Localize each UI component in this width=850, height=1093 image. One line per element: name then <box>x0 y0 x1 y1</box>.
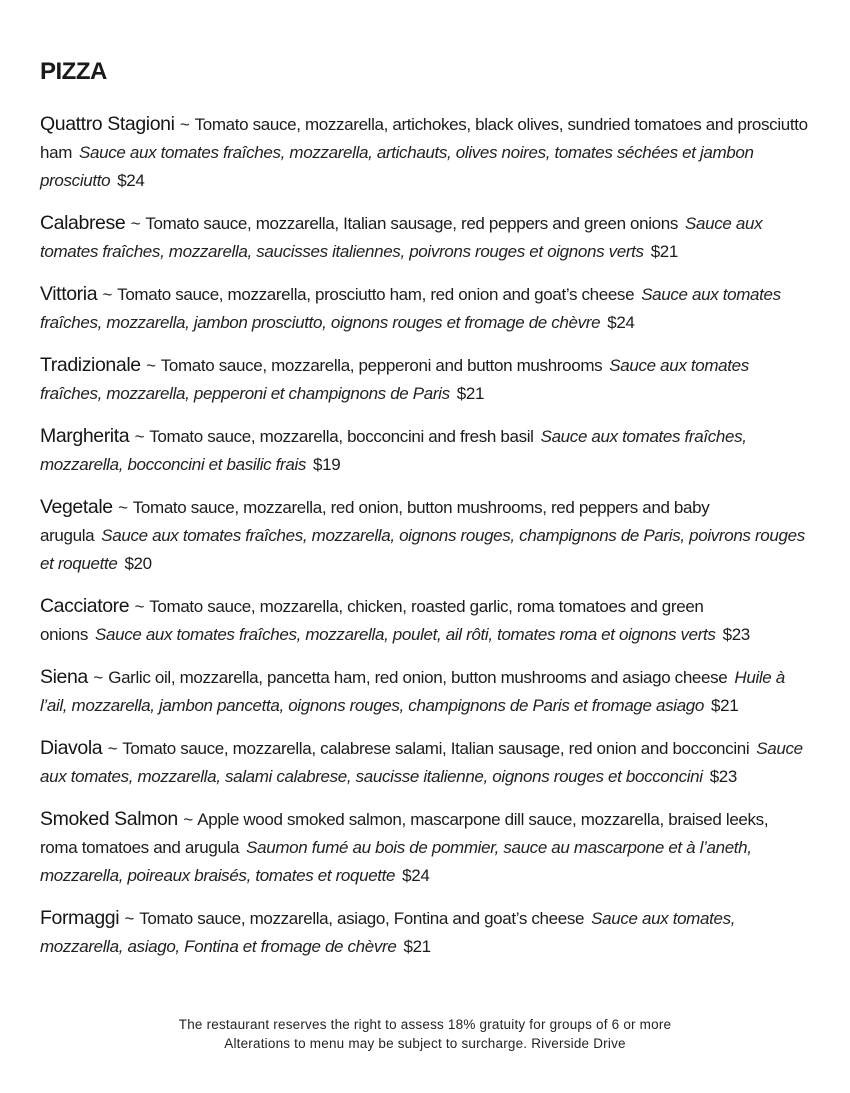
item-separator: ~ <box>93 668 103 687</box>
footer <box>0 1015 850 1053</box>
menu-item <box>40 493 808 578</box>
item-price: $21 <box>456 384 485 403</box>
item-name: Calabrese <box>40 212 126 234</box>
item-separator: ~ <box>130 214 141 233</box>
item-name: Margherita <box>40 425 130 447</box>
item-price: $23 <box>709 767 738 786</box>
item-price: $21 <box>403 937 431 956</box>
item-description-en: Tomato sauce, mozzarella, prosciutto ham, red onion and goat’s cheese <box>117 285 635 304</box>
item-description-en: Tomato sauce, mozzarella, calabrese salami, Italian sausage, red onion and bocconcini <box>122 739 750 758</box>
item-description-fr: Sauce aux tomates fraîches, mozzarella, oignons rouges, champignons de Paris, poivrons rouges et roquette <box>40 526 805 573</box>
item-description-en: Tomato sauce, mozzarella, artichokes, black olives, sundried tomatoes and prosciutto ham <box>40 115 808 162</box>
item-separator: ~ <box>102 285 113 304</box>
item-description-fr: Sauce aux tomates, mozzarella, asiago, Fontina et fromage de chèvre <box>40 909 736 956</box>
item-price: $24 <box>117 171 145 190</box>
item-description-fr: Saumon fumé au bois de pommier, sauce au mascarpone et à l’aneth, mozzarella, poireaux braisés, tomates et roquette <box>40 838 752 885</box>
item-description-en: Tomato sauce, mozzarella, bocconcini and fresh basil <box>149 427 534 446</box>
item-separator: ~ <box>124 909 135 928</box>
item-price: $24 <box>402 866 430 885</box>
item-description-fr: Sauce aux tomates fraîches, mozzarella, jambon prosciutto, oignons rouges et fromage de chèvre <box>40 285 781 332</box>
item-description-fr: Sauce aux tomates, mozzarella, salami calabrese, saucisse italienne, oignons rouges et bocconcini <box>40 739 803 786</box>
item-name: Tradizionale <box>40 354 141 376</box>
item-description-fr: Sauce aux tomates fraîches, mozzarella, bocconcini et basilic frais <box>40 427 747 474</box>
item-description-fr: Sauce aux tomates fraîches, mozzarella, artichauts, olives noires, tomates séchées et jambon prosciutto <box>40 143 754 190</box>
item-price: $21 <box>711 696 739 715</box>
menu-item <box>40 734 808 791</box>
item-description-en: Tomato sauce, mozzarella, pepperoni and button mushrooms <box>160 356 603 375</box>
item-separator: ~ <box>146 356 156 375</box>
item-name: Cacciatore <box>40 595 130 617</box>
menu-item-list <box>40 110 808 961</box>
item-separator: ~ <box>107 739 118 758</box>
item-description-en: Tomato sauce, mozzarella, Italian sausage, red peppers and green onions <box>145 214 679 233</box>
menu-item <box>40 110 808 195</box>
menu-item <box>40 592 808 649</box>
item-name: Diavola <box>40 737 103 759</box>
item-name: Quattro Stagioni <box>40 113 175 135</box>
item-description-fr: Huile à l’ail, mozzarella, jambon pancetta, oignons rouges, champignons de Paris et fromage asiago <box>40 668 785 715</box>
item-description-en: Tomato sauce, mozzarella, chicken, roasted garlic, roma tomatoes and green onions <box>40 597 704 644</box>
item-name: Vittoria <box>40 283 98 305</box>
item-separator: ~ <box>118 498 128 517</box>
item-name: Smoked Salmon <box>40 808 178 830</box>
item-name: Siena <box>40 666 88 688</box>
menu-item <box>40 280 808 337</box>
section-heading: PIZZA <box>40 58 107 85</box>
menu-item <box>40 351 808 408</box>
item-separator: ~ <box>134 427 145 446</box>
menu-item <box>40 663 808 720</box>
item-separator: ~ <box>179 115 190 134</box>
item-price: $21 <box>650 242 679 261</box>
item-name: Formaggi <box>40 907 120 929</box>
menu-item <box>40 422 808 479</box>
item-price: $20 <box>124 554 152 573</box>
item-description-fr: Sauce aux tomates fraîches, mozzarella, poulet, ail rôti, tomates roma et oignons verts <box>95 625 716 644</box>
item-separator: ~ <box>183 810 193 829</box>
footer-gratuity-note: The restaurant reserves the right to assess 18% gratuity for groups of 6 or more <box>178 1017 672 1032</box>
menu-item <box>40 904 808 961</box>
item-description-en: Garlic oil, mozzarella, pancetta ham, red onion, button mushrooms and asiago cheese <box>108 668 728 687</box>
item-separator: ~ <box>134 597 145 616</box>
item-description-en: Tomato sauce, mozzarella, red onion, button mushrooms, red peppers and baby arugula <box>40 498 710 545</box>
item-price: $19 <box>313 455 341 474</box>
item-price: $23 <box>722 625 750 644</box>
item-price: $24 <box>607 313 635 332</box>
footer-surcharge-note: Alterations to menu may be subject to surcharge. Riverside Drive <box>224 1036 626 1051</box>
menu-item <box>40 209 808 266</box>
item-description-en: Apple wood smoked salmon, mascarpone dill sauce, mozzarella, braised leeks, roma tomatoes and arugula <box>40 810 769 857</box>
item-description-fr: Sauce aux tomates fraîches, mozzarella, pepperoni et champignons de Paris <box>40 356 749 403</box>
item-description-en: Tomato sauce, mozzarella, asiago, Fontina and goat’s cheese <box>139 909 585 928</box>
menu-item <box>40 805 808 890</box>
item-description-fr: Sauce aux tomates fraîches, mozzarella, saucisses italiennes, poivrons rouges et oignons verts <box>40 214 763 261</box>
item-name: Vegetale <box>40 496 113 518</box>
